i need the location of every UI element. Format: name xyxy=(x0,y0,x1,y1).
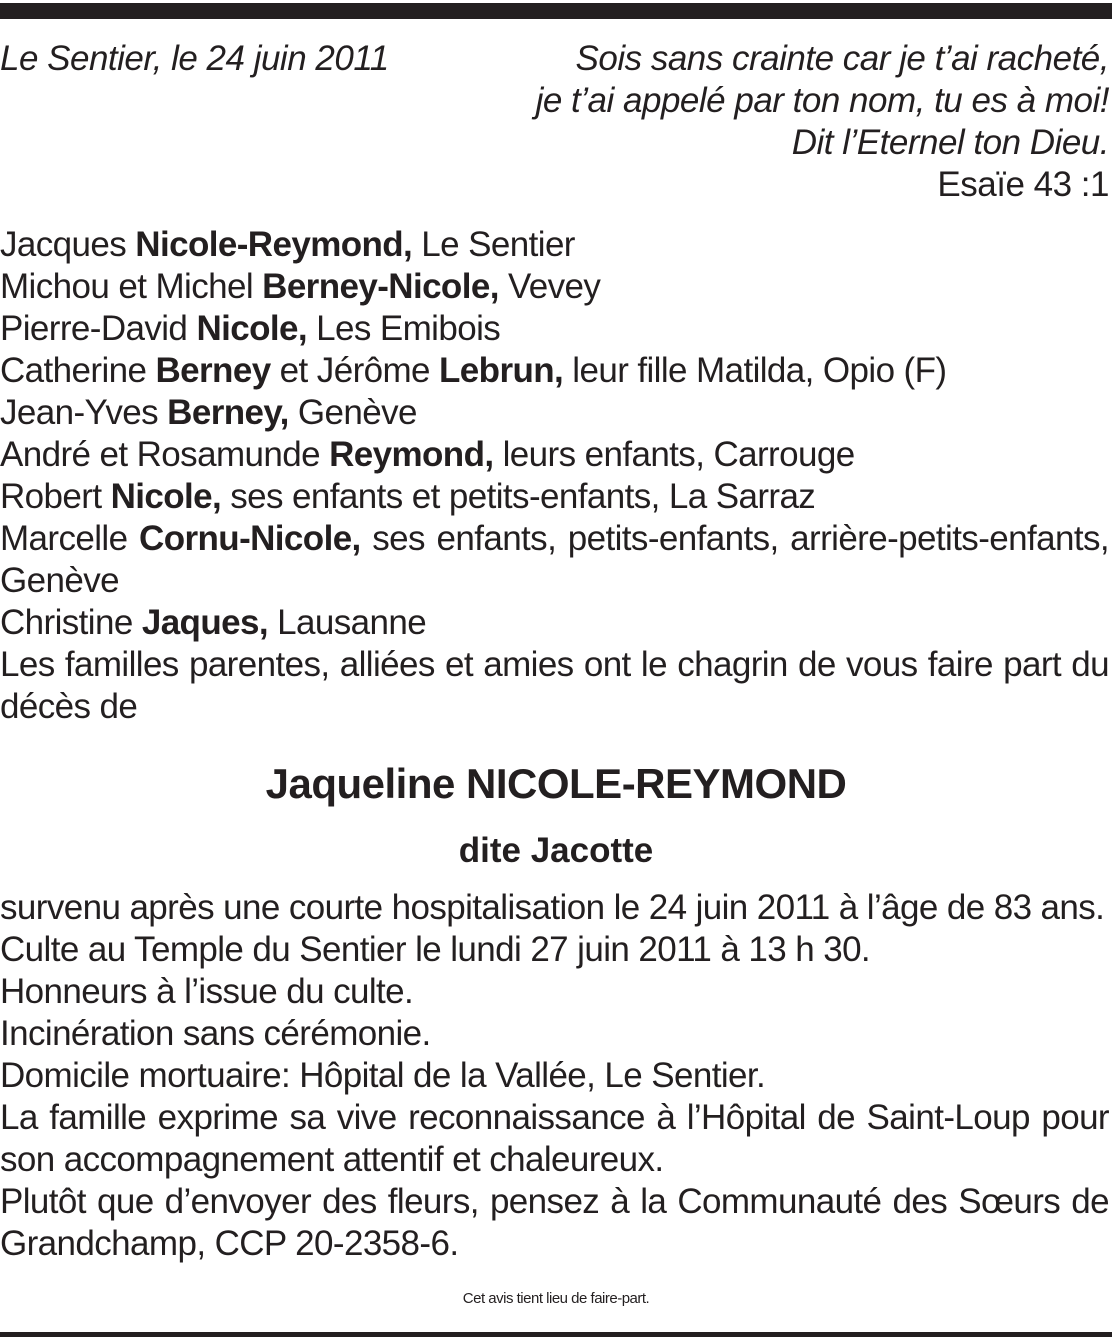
verse-reference: Esaïe 43 :1 xyxy=(937,165,1109,204)
family-name: Lebrun, xyxy=(439,351,564,390)
family-name: Cornu-Nicole, xyxy=(139,519,361,558)
mourner-line: Catherine Berney et Jérôme Lebrun, leur fille Matilda, Opio (F) xyxy=(0,351,947,390)
mourner-line: Michou et Michel Berney-Nicole, Vevey xyxy=(0,267,601,306)
mourner-line: Jacques Nicole-Reymond, Le Sentier xyxy=(0,225,575,264)
place-date: Le Sentier, le 24 juin 2011 xyxy=(0,39,389,78)
mourner-line: Pierre-David Nicole, Les Emibois xyxy=(0,309,501,348)
family-name: Reymond, xyxy=(329,435,494,474)
family-name: Jaques, xyxy=(141,603,268,642)
bible-verse xyxy=(536,38,1109,206)
funeral-details xyxy=(0,887,1109,1265)
verse-line: Sois sans crainte car je t’ai racheté, xyxy=(575,39,1109,78)
family-name: Nicole-Reymond, xyxy=(135,225,413,264)
top-rule xyxy=(0,3,1112,19)
mourner-line: André et Rosamunde Reymond, leurs enfants, Carrouge xyxy=(0,435,855,474)
mourner-line: Robert Nicole, ses enfants et petits-enfants, La Sarraz xyxy=(0,477,816,516)
detail-line: Honneurs à l’issue du culte. xyxy=(0,972,414,1011)
family-name: Berney, xyxy=(167,393,289,432)
family-name: Berney-Nicole, xyxy=(262,267,499,306)
detail-line: Domicile mortuaire: Hôpital de la Vallée, Le Sentier. xyxy=(0,1056,766,1095)
detail-line: Incinération sans cérémonie. xyxy=(0,1014,431,1053)
verse-line: Dit l’Eternel ton Dieu. xyxy=(791,123,1109,162)
closing-note: Cet avis tient lieu de faire-part. xyxy=(462,1290,650,1307)
mourner-line: Christine Jaques, Lausanne xyxy=(0,603,427,642)
deceased-name: Jaqueline NICOLE-REYMOND xyxy=(265,760,847,807)
family-name: Nicole, xyxy=(196,309,307,348)
mourner-line: Jean-Yves Berney, Genève xyxy=(0,393,417,432)
detail-line: Culte au Temple du Sentier le lundi 27 juin 2011 à 13 h 30. xyxy=(0,930,871,969)
verse-line: je t’ai appelé par ton nom, tu es à moi! xyxy=(535,81,1109,120)
bottom-rule xyxy=(0,1332,1112,1337)
detail-line: survenu après une courte hospitalisation le 24 juin 2011 à l’âge de 83 ans. xyxy=(0,888,1105,927)
notice-header xyxy=(0,38,1109,208)
announcement-text: Les familles parentes, alliées et amies ont le chagrin de vous faire part du décès de xyxy=(0,645,1109,726)
mourners-list xyxy=(0,224,1109,728)
mourner-line: Marcelle Cornu-Nicole, ses enfants, petits-enfants, arrière-petits-enfants, Genève xyxy=(0,519,1110,600)
deceased-nickname: dite Jacotte xyxy=(458,831,654,870)
family-name: Berney xyxy=(155,351,271,390)
detail-line: Plutôt que d’envoyer des fleurs, pensez à la Communauté des Sœurs de Grandchamp, CCP 20-2358-6. xyxy=(0,1182,1109,1263)
family-name: Nicole, xyxy=(110,477,222,516)
detail-line: La famille exprime sa vive reconnaissance à l’Hôpital de Saint-Loup pour son accompagnement attentif et chaleureux. xyxy=(0,1098,1109,1179)
